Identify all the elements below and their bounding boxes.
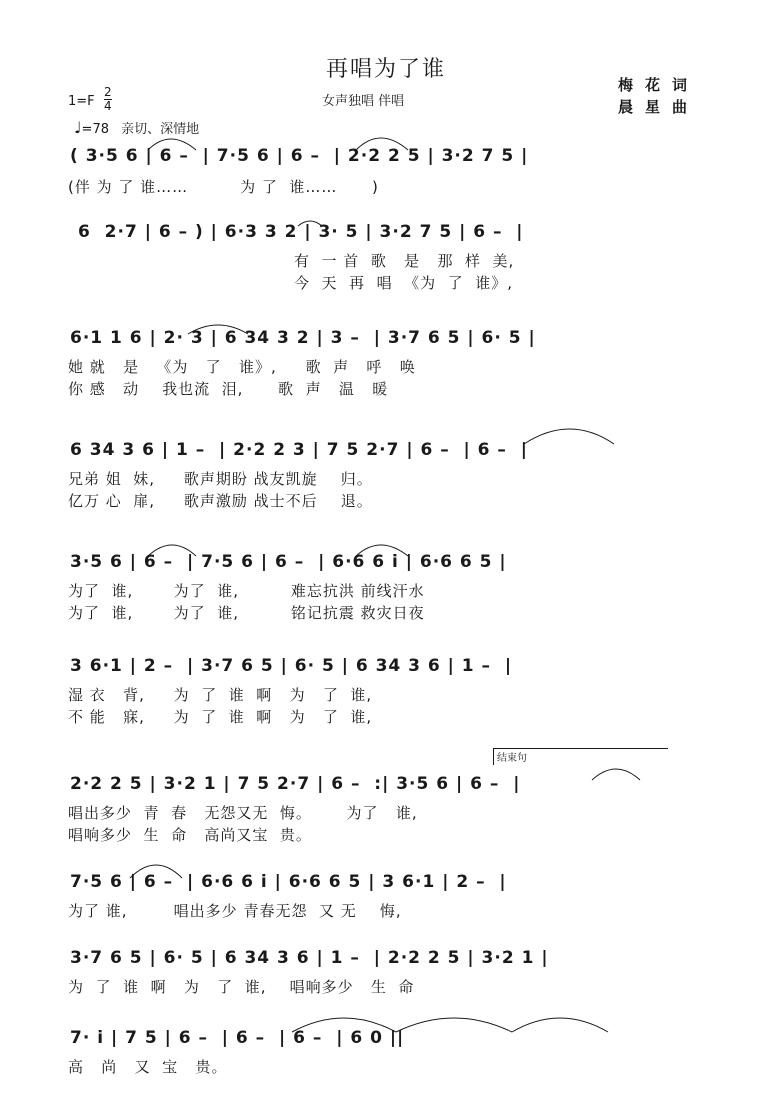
lyrics-verse-1: 湿 衣 背, 为 了 谁 啊 为 了 谁,	[68, 686, 373, 704]
score-row-6	[0, 656, 772, 736]
notation-line: 3 6·1 | 2 – | 3·7 6 5 | 6· 5 | 6 34 3 6 | 1 – |	[70, 656, 513, 676]
notation-line: ( 3·5 6 | 6 – | 7·5 6 | 6 – | 2·2 2 5 | 3·2 7 5 |	[70, 146, 529, 166]
lyrics-verse-1: 她 就 是 《为 了 谁》, 歌 声 呼 唤	[68, 358, 416, 376]
notation-line: 3·7 6 5 | 6· 5 | 6 34 3 6 | 1 – | 2·2 2 5 | 3·2 1 |	[70, 948, 549, 968]
lyrics-verse-1: 高 尚 又 宝 贵。	[68, 1058, 228, 1076]
lyrics-verse-2: 为了 谁, 为了 谁, 铭记抗震 救灾日夜	[68, 604, 425, 622]
coda-label: 结束句	[497, 753, 527, 764]
lyrics-verse-2: 亿万 心 扉, 歌声激励 战士不后 退。	[68, 492, 373, 510]
lyrics-verse-1: (伴 为 了 谁…… 为 了 谁…… )	[68, 178, 379, 196]
lyrics-verse-2: 不 能 寐, 为 了 谁 啊 为 了 谁,	[68, 708, 373, 726]
score-row-1	[0, 146, 772, 226]
tempo-marking	[74, 118, 199, 137]
quarter-note-icon: ♩	[74, 118, 82, 137]
score-row-9	[0, 948, 772, 1028]
lyricist-credit: 梅花词	[618, 76, 700, 94]
score-row-2	[0, 222, 772, 302]
meter-bottom: 4	[104, 99, 112, 113]
notation-line: 2·2 2 5 | 3·2 1 | 7 5 2·7 | 6 – :| 3·5 6 | 6 – |	[70, 774, 521, 794]
score-row-10	[0, 1028, 772, 1108]
score-row-4	[0, 440, 772, 520]
notation-line: 3·5 6 | 6 – | 7·5 6 | 6 – | 6·6 6 i | 6·6 6 5 |	[70, 552, 507, 572]
lyrics-verse-1: 唱出多少 青 春 无怨又无 悔。 为了 谁,	[68, 804, 418, 822]
time-signature	[104, 86, 112, 113]
score-row-3	[0, 328, 772, 408]
expression-marking: 亲切、深情地	[121, 122, 200, 137]
lyrics-verse-1: 为了 谁, 唱出多少 青春无怨 又 无 悔,	[68, 902, 402, 920]
notation-line: 6 34 3 6 | 1 – | 2·2 2 3 | 7 5 2·7 | 6 – | 6 – |	[70, 440, 528, 460]
lyrics-verse-1: 有 一 首 歌 是 那 样 美,	[294, 252, 515, 270]
lyrics-verse-2: 今 天 再 唱 《为 了 谁》,	[294, 274, 513, 292]
lyrics-verse-1: 为 了 谁 啊 为 了 谁, 唱响多少 生 命	[68, 978, 415, 996]
score-row-7	[0, 774, 772, 854]
notation-line: 6 2·7 | 6 – ) | 6·3 3 2 | 3· 5 | 3·2 7 5 | 6 – |	[78, 222, 524, 242]
notation-line: 7· i | 7 5 | 6 – | 6 – | 6 – | 6 0 ||	[70, 1028, 405, 1048]
notation-line: 6·1 1 6 | 2· 3 | 6 34 3 2 | 3 – | 3·7 6 5 | 6· 5 |	[70, 328, 536, 348]
coda-bracket	[493, 748, 668, 765]
composer-credit: 晨星曲	[618, 98, 700, 116]
performance-note: 女声独唱 伴唱	[322, 94, 405, 109]
lyrics-verse-2: 你 感 动 我也流 泪, 歌 声 温 暖	[68, 380, 389, 398]
score-row-8	[0, 872, 772, 952]
meter-top: 2	[104, 85, 112, 99]
tempo-value: =78	[81, 122, 109, 137]
lyrics-verse-2: 唱响多少 生 命 高尚又宝 贵。	[68, 826, 312, 844]
song-title: 再唱为了谁	[325, 57, 446, 82]
score-row-5	[0, 552, 772, 632]
lyrics-verse-1: 兄弟 姐 妹, 歌声期盼 战友凯旋 归。	[68, 470, 373, 488]
key-signature: 1=F	[68, 94, 95, 109]
notation-line: 7·5 6 | 6 – | 6·6 6 i | 6·6 6 5 | 3 6·1 | 2 – |	[70, 872, 507, 892]
lyrics-verse-1: 为了 谁, 为了 谁, 难忘抗洪 前线汗水	[68, 582, 425, 600]
